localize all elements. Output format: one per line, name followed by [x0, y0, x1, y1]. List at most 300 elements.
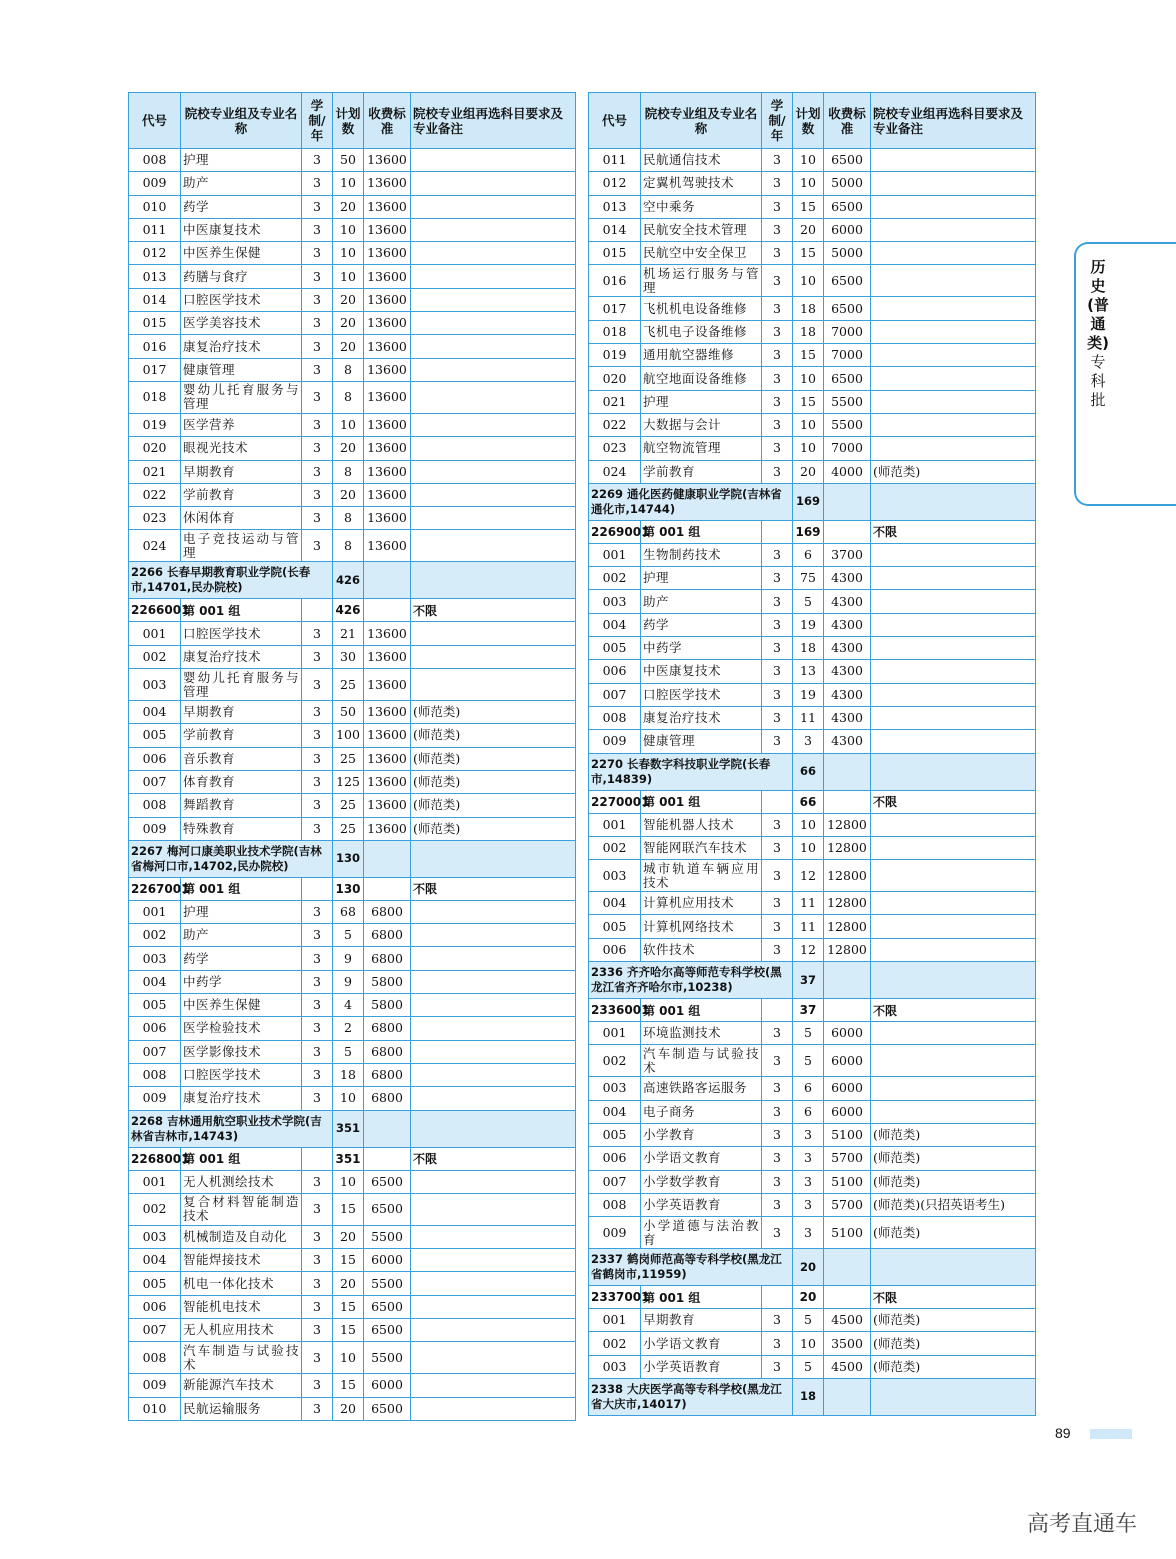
major-years: 3 — [762, 1217, 793, 1249]
major-years: 3 — [302, 1295, 333, 1318]
major-fee: 4300 — [824, 637, 871, 660]
group-subject-requirement: 不限 — [411, 1147, 576, 1170]
major-code: 001 — [589, 1022, 641, 1045]
major-years: 3 — [302, 1040, 333, 1063]
major-name: 生物制药技术 — [641, 543, 762, 566]
major-fee: 13600 — [364, 172, 411, 195]
major-note — [411, 195, 576, 218]
major-name: 药膳与食疗 — [181, 265, 302, 288]
major-note: (师范类) — [411, 770, 576, 793]
major-fee: 13600 — [364, 483, 411, 506]
major-years: 3 — [762, 590, 793, 613]
major-name: 口腔医学技术 — [181, 1063, 302, 1086]
major-row — [129, 669, 576, 701]
major-plan: 20 — [333, 335, 364, 358]
header-note: 院校专业组再选科目要求及专业备注 — [871, 93, 1036, 149]
major-note — [411, 149, 576, 172]
major-code: 003 — [589, 1077, 641, 1100]
major-plan: 10 — [333, 413, 364, 436]
major-note — [871, 915, 1036, 938]
left-table — [128, 92, 576, 1421]
major-plan: 3 — [793, 1193, 824, 1216]
group-name: 第 001 组 — [641, 790, 762, 813]
major-fee: 6000 — [824, 1022, 871, 1045]
major-code: 016 — [129, 335, 181, 358]
major-plan: 6 — [793, 543, 824, 566]
major-note — [411, 265, 576, 288]
major-row — [129, 1272, 576, 1295]
school-fee — [364, 840, 411, 877]
major-code: 010 — [129, 195, 181, 218]
major-name: 计算机应用技术 — [641, 892, 762, 915]
major-years: 3 — [762, 915, 793, 938]
major-code: 002 — [589, 1332, 641, 1355]
major-name: 机电一体化技术 — [181, 1272, 302, 1295]
school-note — [411, 840, 576, 877]
major-fee: 13600 — [364, 437, 411, 460]
major-row — [589, 460, 1036, 483]
major-row — [589, 660, 1036, 683]
major-plan: 12 — [793, 860, 824, 892]
major-years: 3 — [762, 344, 793, 367]
major-plan: 10 — [333, 172, 364, 195]
major-note: (师范类) — [871, 460, 1036, 483]
school-fee — [364, 562, 411, 599]
major-years: 3 — [762, 613, 793, 636]
major-note — [411, 312, 576, 335]
major-code: 004 — [589, 613, 641, 636]
major-note — [871, 660, 1036, 683]
group-subject-requirement: 不限 — [871, 790, 1036, 813]
major-name: 中药学 — [181, 970, 302, 993]
major-note — [411, 437, 576, 460]
major-note — [411, 947, 576, 970]
major-code: 003 — [589, 590, 641, 613]
major-fee: 5100 — [824, 1170, 871, 1193]
major-years: 3 — [762, 390, 793, 413]
school-fee — [364, 1110, 411, 1147]
major-code: 005 — [129, 724, 181, 747]
major-row — [129, 1374, 576, 1397]
major-name: 智能网联汽车技术 — [641, 836, 762, 859]
major-code: 003 — [129, 669, 181, 701]
major-fee: 13600 — [364, 669, 411, 701]
major-plan: 20 — [333, 437, 364, 460]
major-name: 早期教育 — [641, 1309, 762, 1332]
major-code: 007 — [129, 1040, 181, 1063]
major-fee: 6500 — [824, 297, 871, 320]
major-name: 通用航空器维修 — [641, 344, 762, 367]
group-fee — [824, 520, 871, 543]
major-note — [871, 320, 1036, 343]
major-plan: 5 — [793, 1045, 824, 1077]
school-plan: 169 — [793, 483, 824, 520]
major-plan: 3 — [793, 1170, 824, 1193]
major-code: 009 — [129, 1087, 181, 1110]
major-name: 定翼机驾驶技术 — [641, 172, 762, 195]
major-plan: 20 — [333, 312, 364, 335]
major-years: 3 — [302, 817, 333, 840]
major-plan: 18 — [793, 637, 824, 660]
major-row — [589, 1022, 1036, 1045]
right-table — [588, 92, 1036, 1416]
major-row — [129, 1342, 576, 1374]
major-code: 005 — [589, 1123, 641, 1146]
major-years: 3 — [302, 747, 333, 770]
major-note — [411, 1272, 576, 1295]
major-name: 民航安全技术管理 — [641, 218, 762, 241]
major-plan: 13 — [793, 660, 824, 683]
major-code: 007 — [129, 770, 181, 793]
major-row — [129, 381, 576, 413]
major-fee: 4300 — [824, 730, 871, 753]
major-code: 022 — [129, 483, 181, 506]
major-plan: 10 — [793, 367, 824, 390]
major-code: 009 — [129, 1374, 181, 1397]
major-note — [411, 1225, 576, 1248]
major-fee: 3700 — [824, 543, 871, 566]
major-row — [589, 1309, 1036, 1332]
major-name: 智能焊接技术 — [181, 1249, 302, 1272]
major-row — [589, 218, 1036, 241]
major-years: 3 — [762, 683, 793, 706]
major-row — [589, 1077, 1036, 1100]
major-code: 001 — [589, 1309, 641, 1332]
major-fee: 6500 — [364, 1397, 411, 1420]
major-name: 小学英语教育 — [641, 1193, 762, 1216]
major-row — [129, 1193, 576, 1225]
major-note — [871, 172, 1036, 195]
major-fee: 6800 — [364, 947, 411, 970]
major-code: 001 — [589, 813, 641, 836]
major-fee: 6800 — [364, 1017, 411, 1040]
major-years: 3 — [762, 413, 793, 436]
major-note — [871, 218, 1036, 241]
major-name: 中医康复技术 — [641, 660, 762, 683]
group-fee — [364, 1147, 411, 1170]
major-name: 民航空中安全保卫 — [641, 242, 762, 265]
major-years: 3 — [762, 367, 793, 390]
major-plan: 10 — [793, 413, 824, 436]
major-plan: 10 — [793, 149, 824, 172]
major-note: (师范类) — [871, 1123, 1036, 1146]
major-plan: 6 — [793, 1100, 824, 1123]
major-plan: 10 — [793, 172, 824, 195]
major-note — [871, 706, 1036, 729]
major-note — [411, 1040, 576, 1063]
group-name: 第 001 组 — [181, 1147, 302, 1170]
major-name: 机场运行服务与管理 — [641, 265, 762, 297]
school-name: 2337 鹤岗师范高等专科学校(黑龙江省鹤岗市,11959) — [589, 1249, 793, 1286]
major-plan: 15 — [793, 390, 824, 413]
major-plan: 100 — [333, 724, 364, 747]
major-row — [589, 567, 1036, 590]
major-note — [411, 1295, 576, 1318]
major-note: (师范类) — [411, 817, 576, 840]
group-plan: 351 — [333, 1147, 364, 1170]
major-fee: 3500 — [824, 1332, 871, 1355]
major-row — [129, 195, 576, 218]
major-plan: 3 — [793, 1147, 824, 1170]
major-plan: 10 — [333, 242, 364, 265]
major-code: 017 — [589, 297, 641, 320]
major-plan: 20 — [333, 1225, 364, 1248]
major-name: 汽车制造与试验技术 — [181, 1342, 302, 1374]
group-fee — [364, 877, 411, 900]
major-fee: 5800 — [364, 970, 411, 993]
major-name: 小学语文教育 — [641, 1147, 762, 1170]
major-row — [129, 335, 576, 358]
major-years: 3 — [302, 1193, 333, 1225]
major-fee: 4300 — [824, 660, 871, 683]
group-name: 第 001 组 — [181, 599, 302, 622]
group-name: 第 001 组 — [181, 877, 302, 900]
major-name: 医学影像技术 — [181, 1040, 302, 1063]
major-note — [411, 1342, 576, 1374]
major-years: 3 — [762, 892, 793, 915]
major-row — [129, 924, 576, 947]
major-row — [589, 1100, 1036, 1123]
major-row — [129, 1249, 576, 1272]
major-name: 健康管理 — [181, 358, 302, 381]
group-code: 2336001 — [589, 999, 641, 1022]
major-code: 016 — [589, 265, 641, 297]
major-plan: 25 — [333, 669, 364, 701]
school-fee — [824, 1378, 871, 1415]
major-row — [129, 242, 576, 265]
major-fee: 13600 — [364, 218, 411, 241]
major-fee: 6500 — [364, 1295, 411, 1318]
major-name: 小学数学教育 — [641, 1170, 762, 1193]
school-row — [589, 962, 1036, 999]
major-note: (师范类) — [411, 747, 576, 770]
group-row — [589, 520, 1036, 543]
major-note — [871, 413, 1036, 436]
major-row — [589, 1170, 1036, 1193]
watermark: 高考直通车 — [1027, 1512, 1138, 1537]
major-note — [411, 172, 576, 195]
major-row — [129, 312, 576, 335]
major-fee: 5500 — [824, 413, 871, 436]
major-note — [871, 1100, 1036, 1123]
major-fee: 6800 — [364, 1040, 411, 1063]
major-note — [411, 1397, 576, 1420]
major-note — [411, 1170, 576, 1193]
header-name: 院校专业组及专业名称 — [641, 93, 762, 149]
major-plan: 10 — [333, 265, 364, 288]
major-row — [129, 724, 576, 747]
major-code: 012 — [129, 242, 181, 265]
group-code: 2270001 — [589, 790, 641, 813]
major-name: 特殊教育 — [181, 817, 302, 840]
major-plan: 10 — [333, 218, 364, 241]
major-name: 护理 — [641, 390, 762, 413]
major-name: 电子商务 — [641, 1100, 762, 1123]
school-name: 2270 长春数字科技职业学院(长春市,14839) — [589, 753, 793, 790]
major-name: 中医养生保健 — [181, 994, 302, 1017]
major-note: (师范类) — [411, 724, 576, 747]
major-row — [589, 813, 1036, 836]
major-plan: 15 — [333, 1193, 364, 1225]
major-code: 004 — [129, 970, 181, 993]
major-years: 3 — [302, 218, 333, 241]
major-years: 3 — [302, 507, 333, 530]
header-note: 院校专业组再选科目要求及专业备注 — [411, 93, 576, 149]
major-plan: 5 — [793, 1022, 824, 1045]
major-plan: 5 — [333, 1040, 364, 1063]
major-code: 004 — [129, 1249, 181, 1272]
major-row — [129, 288, 576, 311]
major-years: 3 — [302, 622, 333, 645]
major-row — [129, 701, 576, 724]
major-note — [871, 683, 1036, 706]
major-name: 民航运输服务 — [181, 1397, 302, 1420]
school-note — [871, 1378, 1036, 1415]
group-row — [129, 599, 576, 622]
major-plan: 15 — [793, 344, 824, 367]
major-plan: 8 — [333, 358, 364, 381]
major-name: 婴幼儿托育服务与管理 — [181, 381, 302, 413]
school-row — [129, 562, 576, 599]
major-plan: 3 — [793, 730, 824, 753]
major-name: 中医康复技术 — [181, 218, 302, 241]
major-plan: 20 — [333, 195, 364, 218]
major-plan: 10 — [793, 437, 824, 460]
major-fee: 13600 — [364, 358, 411, 381]
major-row — [129, 437, 576, 460]
major-code: 009 — [589, 1217, 641, 1249]
major-code: 014 — [589, 218, 641, 241]
group-row — [129, 1147, 576, 1170]
major-note — [411, 218, 576, 241]
major-plan: 10 — [333, 1170, 364, 1193]
major-fee: 6800 — [364, 900, 411, 923]
major-code: 008 — [129, 1342, 181, 1374]
major-years: 3 — [302, 669, 333, 701]
major-fee: 12800 — [824, 938, 871, 961]
major-fee: 6800 — [364, 1063, 411, 1086]
school-name: 2268 吉林通用航空职业技术学院(吉林省吉林市,14743) — [129, 1110, 333, 1147]
major-years: 3 — [302, 358, 333, 381]
page-number: 89 — [1055, 1425, 1071, 1441]
major-fee: 4500 — [824, 1309, 871, 1332]
major-name: 复合材料智能制造技术 — [181, 1193, 302, 1225]
major-fee: 13600 — [364, 645, 411, 668]
major-row — [589, 1193, 1036, 1216]
group-years — [762, 999, 793, 1022]
page-number-bar — [1090, 1429, 1132, 1439]
major-note — [871, 892, 1036, 915]
major-years: 3 — [302, 1017, 333, 1040]
major-fee: 6500 — [824, 195, 871, 218]
major-plan: 11 — [793, 915, 824, 938]
major-plan: 9 — [333, 947, 364, 970]
major-code: 011 — [129, 218, 181, 241]
major-note — [411, 622, 576, 645]
school-note — [871, 1249, 1036, 1286]
major-code: 013 — [129, 265, 181, 288]
major-code: 006 — [129, 1295, 181, 1318]
major-code: 002 — [129, 1193, 181, 1225]
school-plan: 18 — [793, 1378, 824, 1415]
side-tab-label — [1086, 258, 1110, 410]
major-row — [589, 1123, 1036, 1146]
major-fee: 5100 — [824, 1217, 871, 1249]
major-row — [589, 1217, 1036, 1249]
right-table-body — [589, 149, 1036, 1416]
school-row — [589, 1378, 1036, 1415]
group-row — [589, 1286, 1036, 1309]
major-years: 3 — [762, 836, 793, 859]
major-plan: 20 — [333, 483, 364, 506]
major-name: 婴幼儿托育服务与管理 — [181, 669, 302, 701]
major-row — [129, 1318, 576, 1341]
group-years — [302, 1147, 333, 1170]
major-years: 3 — [302, 172, 333, 195]
major-row — [589, 706, 1036, 729]
major-note — [871, 567, 1036, 590]
left-table-body — [129, 149, 576, 1421]
major-plan: 20 — [333, 1397, 364, 1420]
major-note — [871, 543, 1036, 566]
major-years: 3 — [302, 1063, 333, 1086]
major-name: 新能源汽车技术 — [181, 1374, 302, 1397]
major-years: 3 — [302, 1397, 333, 1420]
group-plan: 66 — [793, 790, 824, 813]
major-note: (师范类)(只招英语考生) — [871, 1193, 1036, 1216]
major-note: (师范类) — [871, 1147, 1036, 1170]
major-years: 3 — [762, 1170, 793, 1193]
major-note: (师范类) — [871, 1309, 1036, 1332]
major-row — [589, 613, 1036, 636]
major-fee: 6800 — [364, 924, 411, 947]
major-years: 3 — [302, 1318, 333, 1341]
major-plan: 10 — [333, 1342, 364, 1374]
major-code: 008 — [129, 1063, 181, 1086]
major-note — [411, 483, 576, 506]
major-note: (师范类) — [871, 1170, 1036, 1193]
major-row — [129, 747, 576, 770]
major-code: 001 — [129, 622, 181, 645]
major-name: 休闲体育 — [181, 507, 302, 530]
major-fee: 6000 — [824, 1100, 871, 1123]
major-code: 004 — [129, 701, 181, 724]
school-note — [871, 753, 1036, 790]
header-plan: 计划数 — [793, 93, 824, 149]
group-name: 第 001 组 — [641, 1286, 762, 1309]
major-fee: 13600 — [364, 288, 411, 311]
major-note — [411, 994, 576, 1017]
major-row — [589, 938, 1036, 961]
major-name: 飞机电子设备维修 — [641, 320, 762, 343]
major-years: 3 — [762, 1332, 793, 1355]
major-fee: 6500 — [824, 367, 871, 390]
major-years: 3 — [762, 637, 793, 660]
major-row — [589, 413, 1036, 436]
major-name: 康复治疗技术 — [181, 1087, 302, 1110]
major-name: 医学检验技术 — [181, 1017, 302, 1040]
major-name: 民航通信技术 — [641, 149, 762, 172]
header-plan: 计划数 — [333, 93, 364, 149]
major-row — [589, 860, 1036, 892]
major-row — [129, 970, 576, 993]
header-row — [589, 93, 1036, 149]
major-row — [129, 1087, 576, 1110]
major-note: (师范类) — [871, 1332, 1036, 1355]
major-code: 007 — [589, 683, 641, 706]
major-plan: 5 — [793, 1309, 824, 1332]
major-code: 002 — [589, 836, 641, 859]
